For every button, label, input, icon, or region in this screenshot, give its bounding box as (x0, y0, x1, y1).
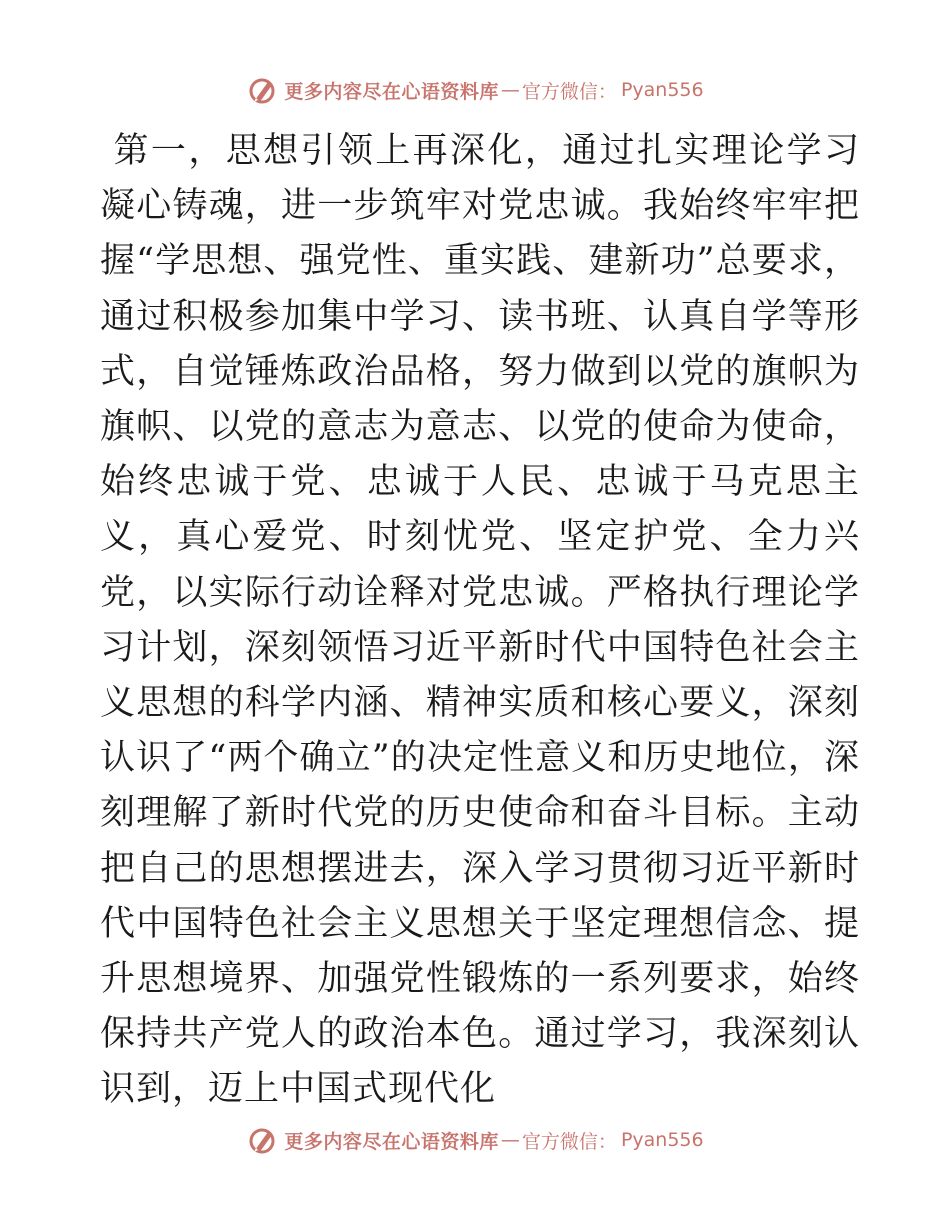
watermark-wechat-label: 官方微信： (521, 80, 617, 103)
footer-watermark (0, 1120, 950, 1160)
watermark-wechat-id: Pyan556 (620, 1129, 704, 1151)
header-watermark (0, 70, 950, 110)
watermark-wechat-id: Pyan556 (620, 79, 704, 101)
watermark-separator: — (500, 79, 520, 101)
body-paragraph: 第一，思想引领上再深化，通过扎实理论学习凝心铸魂，进一步筑牢对党忠诚。我始终牢牢把握“学思想、强党性、重实践、建新功”总要求，通过积极参加集中学习、读书班、认真自学等形式，自觉锤炼政治品格，努力做到以党的旗帜为旗帜、以党的意志为意志、以党的使命为使命，始终忠诚于党、忠诚于人民、忠诚于马克思主义，真心爱党、时刻忧党、坚定护党、全力兴党，以实际行动诠释对党忠诚。严格执行理论学习计划，深刻领悟习近平新时代中国特色社会主义思想的科学内涵、精神实质和核心要义，深刻认识了“两个确立”的决定性意义和历史地位，深刻理解了新时代党的历史使命和奋斗目标。主动把自己的思想摆进去，深入学习贯彻习近平新时代中国特色社会主义思想关于坚定理想信念、提升思想境界、加强党性锻炼的一系列要求，始终保持共产党人的政治本色。通过学习，我深刻认识到，迈上中国式现代化 (100, 131, 860, 1110)
watermark-wechat-label: 官方微信： (521, 1130, 617, 1153)
pen-logo-icon (246, 1124, 278, 1156)
watermark-brand-text: 更多内容尽在心语资料库 (284, 80, 499, 103)
watermark-brand-text: 更多内容尽在心语资料库 (284, 1130, 499, 1153)
pen-logo-icon (246, 74, 278, 106)
watermark-separator: — (500, 1129, 520, 1151)
